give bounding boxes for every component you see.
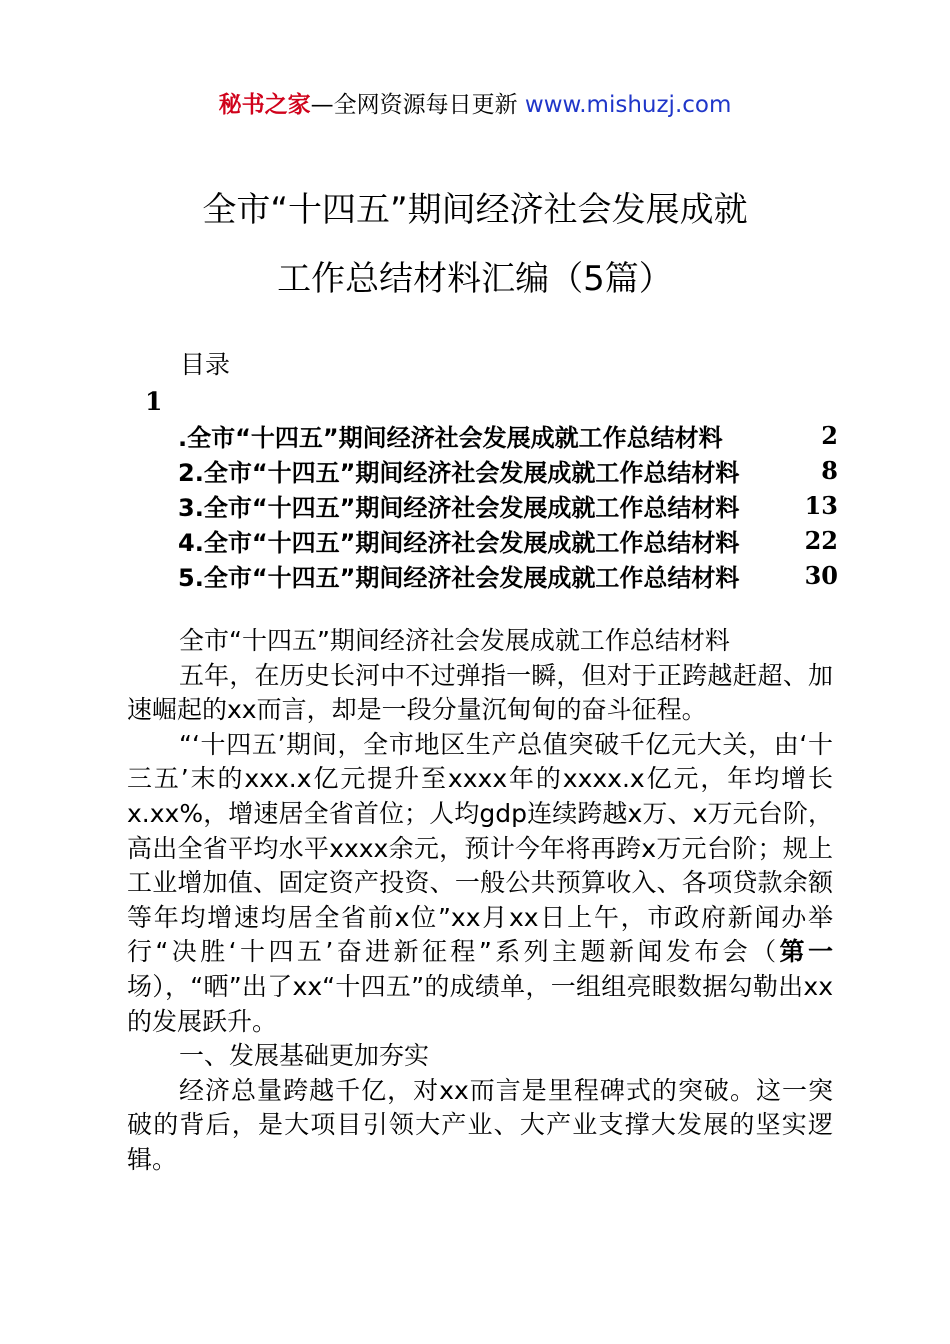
toc-entry-text: .全市“十四五”期间经济社会发展成就工作总结材料 <box>178 424 723 452</box>
toc-entry-page: 2 <box>821 421 838 450</box>
toc-entry[interactable] <box>178 418 838 453</box>
toc-first-number: 1 <box>145 387 163 416</box>
site-header <box>0 88 950 122</box>
article-title: 全市“十四五”期间经济社会发展成就工作总结材料 <box>179 626 730 655</box>
document-body <box>127 624 833 1178</box>
header-tagline: —全网资源每日更新 <box>310 92 525 118</box>
toc-entry-page: 8 <box>821 456 838 485</box>
toc-entry[interactable] <box>178 453 838 488</box>
section-heading: 一、发展基础更加夯实 <box>179 1041 430 1071</box>
toc-entry-text: 3.全市“十四五”期间经济社会发展成就工作总结材料 <box>178 494 740 522</box>
document-title-line-1: 全市“十四五”期间经济社会发展成就 <box>202 190 748 230</box>
document-title-line-2: 工作总结材料汇编（5篇） <box>277 259 673 299</box>
toc-entry[interactable] <box>178 523 838 558</box>
site-url-link[interactable]: www.mishuzj.com <box>524 92 732 118</box>
paragraph-intro: 五年，在历史长河中不过弹指一瞬，但对于正跨越赶超、加速崛起的xx而言，却是一段分量沉甸甸的奋斗征程。 <box>127 660 833 725</box>
brand-name: 秘书之家 <box>218 92 311 118</box>
toc-entry[interactable] <box>178 558 838 593</box>
toc-entry-text: 4.全市“十四五”期间经济社会发展成就工作总结材料 <box>178 529 740 557</box>
bold-text: 第一 <box>779 937 833 967</box>
toc-entry-text: 2.全市“十四五”期间经济社会发展成就工作总结材料 <box>178 459 740 487</box>
paragraph-section-1: 经济总量跨越千亿，对xx而言是里程碑式的突破。这一突破的背后，是大项目引领大产业、大产业支撑大发展的坚实逻辑。 <box>127 1075 833 1174</box>
toc-entry-text: 5.全市“十四五”期间经济社会发展成就工作总结材料 <box>178 564 740 592</box>
toc-entry-page: 22 <box>804 526 838 555</box>
toc-entry-page: 13 <box>804 491 838 520</box>
table-of-contents <box>178 418 838 593</box>
toc-heading: 目录 <box>180 350 231 379</box>
toc-entry[interactable] <box>178 488 838 523</box>
paragraph-summary-text-end: 场），“晒”出了xx“十四五”的成绩单，一组组亮眼数据勾勒出xx的发展跃升。 <box>127 971 833 1036</box>
paragraph-summary <box>127 728 833 1039</box>
toc-entry-page: 30 <box>804 561 838 590</box>
paragraph-summary-text: “‘十四五’期间，全市地区生产总值突破千亿元大关，由‘十三五’末的xxx.x亿元提升至xxxx年的xxxx.x亿元，年均增长x.xx%，增速居全省首位；人均gdp连续跨越x万、x万元台阶，高出全省平均水平xxxx余元，预计今年将再跨x万元台阶；规上工业增加值、固定资产投资、一般公共预算收入、各项贷款余额等年均增速均居全省前x位”xx月xx日上午，市政府新闻办举行“决胜‘十四五’奋进新征程”系列主题新闻发布会（ <box>127 729 833 967</box>
